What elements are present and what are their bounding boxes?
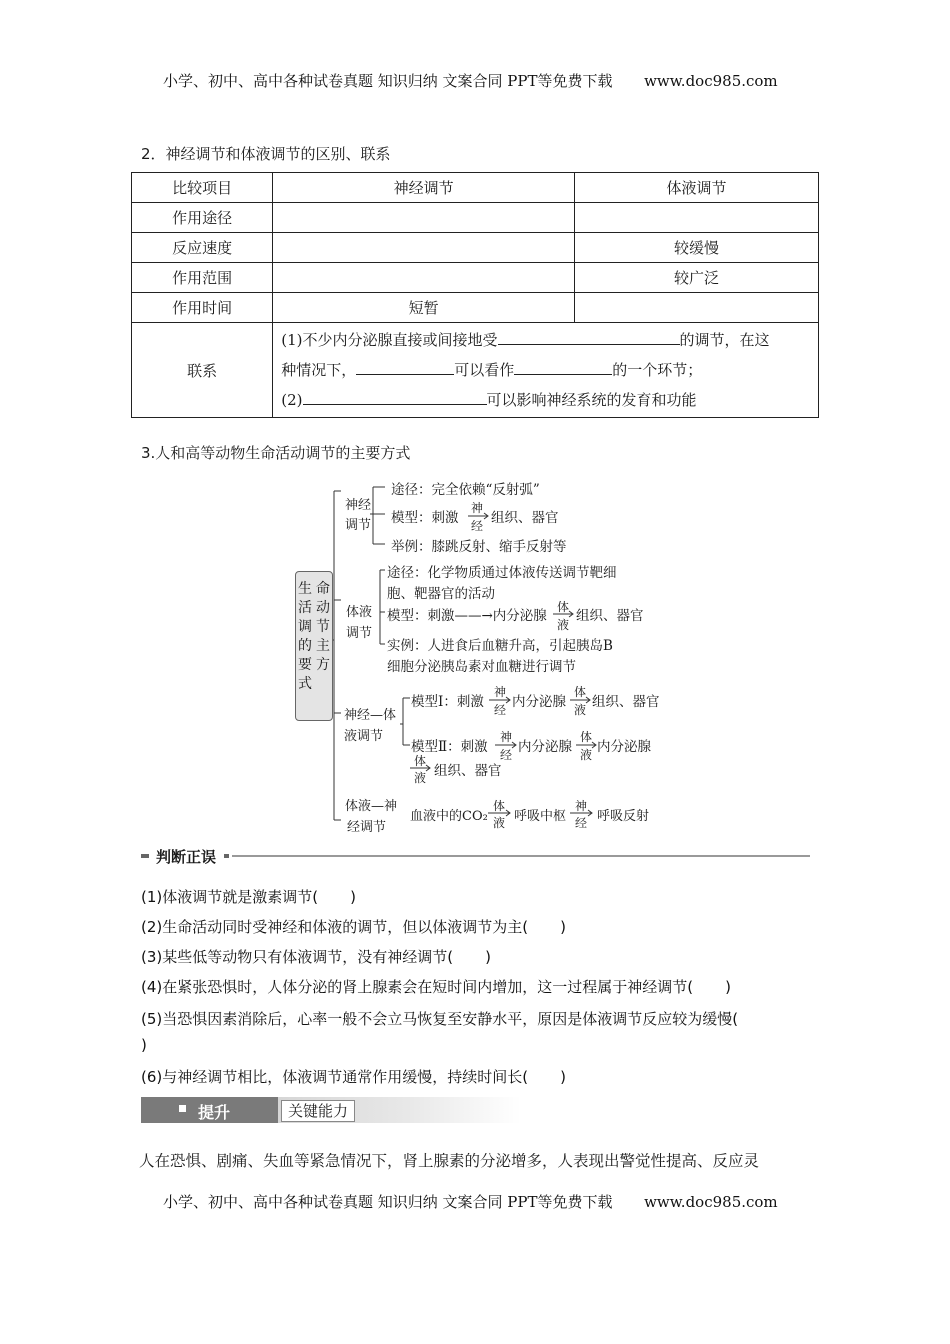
section-3-title: 3.人和高等动物生命活动调节的主要方式 <box>141 444 411 462</box>
table-row <box>132 263 819 293</box>
model-2-start: 模型Ⅱ：刺激 <box>411 739 488 755</box>
humoral-example: 实例：人进食后血糖升高，引起胰岛B <box>387 638 613 654</box>
arrow-label: 经 <box>471 519 484 533</box>
table-cell: 作用时间 <box>132 293 273 323</box>
arrow-label: 经 <box>500 748 513 762</box>
root-char: 主 <box>316 638 330 654</box>
table-header-cell: 比较项目 <box>132 173 273 203</box>
arrow-label: 神 <box>471 501 484 515</box>
table-cell <box>273 263 575 293</box>
link-text: 可以看作 <box>454 361 515 379</box>
arrow-label: 经 <box>575 816 588 830</box>
judge-item-text: (2)生命活动同时受神经和体液的调节，但以体液调节为主( <box>141 918 529 936</box>
humoral-example: 细胞分泌胰岛素对血糖进行调节 <box>387 659 576 675</box>
arrow-label: 液 <box>493 816 506 830</box>
arrow-label: 体 <box>493 799 506 813</box>
judge-marker <box>141 854 149 858</box>
humoral-neural-label: 体液—神 <box>345 799 398 814</box>
neural-label: 调节 <box>345 518 372 533</box>
root-char: 调 <box>298 619 312 635</box>
arrow-label: 液 <box>580 748 593 762</box>
judge-item <box>141 1066 566 1087</box>
table-cell: 反应速度 <box>132 233 273 263</box>
table-cell: 较缓慢 <box>575 233 819 263</box>
neural-route: 途径：完全依赖“反射弧” <box>391 482 540 498</box>
table-cell: 作用途径 <box>132 203 273 233</box>
neural-label: 神经 <box>345 498 372 513</box>
close-paren: ) <box>560 1068 566 1086</box>
fill-blank[interactable] <box>356 360 454 375</box>
arrow-label: 经 <box>494 703 507 717</box>
arrow-label: 体 <box>574 685 587 699</box>
judge-item-text: (5)当恐惧因素消除后，心率一般不会立马恢复至安静水平，原因是体液调节反应较为缓慢( <box>141 1010 739 1028</box>
close-paren: ) <box>141 1036 147 1054</box>
arrow-label: 液 <box>414 771 427 785</box>
model-1-start: 模型Ⅰ：刺激 <box>411 694 484 710</box>
root-char: 生 <box>298 581 312 597</box>
section-2-title: 2．神经调节和体液调节的区别、联系 <box>141 145 391 163</box>
root-char: 要 <box>298 657 312 673</box>
table-cell <box>273 233 575 263</box>
root-char: 式 <box>298 676 312 692</box>
root-char: 动 <box>316 600 330 616</box>
hn-end: 呼吸反射 <box>597 809 650 824</box>
judge-item <box>141 886 356 907</box>
comparison-table <box>131 172 819 418</box>
header-text: 小学、初中、高中各种试卷真题 知识归纳 文案合同 PPT等免费下载 <box>163 72 613 90</box>
judge-item <box>141 1008 738 1029</box>
arrow-label: 神 <box>575 799 588 813</box>
root-char: 命 <box>316 581 330 597</box>
model-2-mid: 内分泌腺 <box>518 739 572 755</box>
judge-item-text: (6)与神经调节相比，体液调节通常作用缓慢，持续时间长( <box>141 1068 529 1086</box>
tisheng-sub: 关键能力 <box>281 1100 355 1122</box>
fill-blank[interactable] <box>514 360 612 375</box>
table-cell: 联系 <box>132 323 273 418</box>
judge-item-text: (1)体液调节就是激素调节( <box>141 888 319 906</box>
link-text: 的一个环节； <box>612 361 703 379</box>
arrow-label: 体 <box>557 600 570 614</box>
arrow-label: 神 <box>500 730 513 744</box>
judge-item <box>141 916 566 937</box>
fill-blank[interactable] <box>498 330 680 345</box>
judge-rule <box>232 855 810 857</box>
judge-item <box>141 976 731 997</box>
model-2-end: 组织、器官 <box>434 763 502 779</box>
close-paren: ) <box>485 948 491 966</box>
header-site: www.doc985.com <box>644 72 778 90</box>
humoral-label: 体液 <box>346 605 373 620</box>
link-text: 的调节，在这 <box>679 331 770 349</box>
table-header-row <box>132 173 819 203</box>
root-box <box>295 571 333 721</box>
close-paren: ) <box>560 918 566 936</box>
page-footer <box>163 1191 778 1212</box>
judge-title: 判断正误 <box>156 848 217 866</box>
judge-item-text: (4)在紧张恐惧时，人体分泌的肾上腺素会在短时间内增加，这一过程属于神经调节( <box>141 978 694 996</box>
link-text: 种情况下， <box>281 361 357 379</box>
table-row-link <box>132 323 819 418</box>
humoral-route: 途径：化学物质通过体液传送调节靶细 <box>387 565 617 581</box>
humoral-route: 胞、靶器官的活动 <box>387 586 495 602</box>
root-char: 活 <box>298 600 312 616</box>
hn-start: 血液中的CO₂ <box>410 809 488 824</box>
hn-mid: 呼吸中枢 <box>514 809 567 824</box>
table-cell: 作用范围 <box>132 263 273 293</box>
model-1-end: 组织、器官 <box>592 694 660 710</box>
table-row <box>132 203 819 233</box>
arrow-label: 体 <box>580 730 593 744</box>
table-cell <box>575 293 819 323</box>
humoral-label: 调节 <box>346 626 373 641</box>
page-header <box>163 70 778 91</box>
link-text: (1)不少内分泌腺直接或间接地受 <box>281 331 498 349</box>
table-row <box>132 233 819 263</box>
footer-text: 小学、初中、高中各种试卷真题 知识归纳 文案合同 PPT等免费下载 <box>163 1193 613 1211</box>
arrow-label: 液 <box>574 703 587 717</box>
link-text: 可以影响神经系统的发育和功能 <box>486 391 697 409</box>
table-cell <box>575 203 819 233</box>
model-1-mid: 内分泌腺 <box>512 694 566 710</box>
tisheng-label: 提升 <box>198 1103 231 1122</box>
tisheng-bar <box>141 1097 521 1123</box>
humoral-model-start: 模型：刺激——→内分泌腺 <box>387 608 547 624</box>
model-2-mid: 内分泌腺 <box>597 739 651 755</box>
judge-item-text: (3)某些低等动物只有体液调节，没有神经调节( <box>141 948 454 966</box>
table-cell: 较广泛 <box>575 263 819 293</box>
link-cell <box>273 323 819 418</box>
neural-model-end: 组织、器官 <box>491 510 559 526</box>
square-icon <box>179 1105 186 1112</box>
table-cell: 短暂 <box>273 293 575 323</box>
neuro-humoral-label: 液调节 <box>344 729 384 744</box>
humoral-model-end: 组织、器官 <box>576 608 644 624</box>
table-header-cell: 体液调节 <box>575 173 819 203</box>
table-row <box>132 293 819 323</box>
table-cell <box>273 203 575 233</box>
judge-marker <box>224 854 229 858</box>
neuro-humoral-label: 神经—体 <box>344 708 397 723</box>
root-char: 方 <box>316 657 330 673</box>
body-text: 人在恐惧、剧痛、失血等紧急情况下，肾上腺素的分泌增多，人表现出警觉性提高、反应灵 <box>139 1152 760 1170</box>
arrow-label: 体 <box>414 754 427 768</box>
table-header-cell: 神经调节 <box>273 173 575 203</box>
root-char: 的 <box>298 638 312 654</box>
arrow-label: 液 <box>557 618 570 632</box>
humoral-neural-label: 经调节 <box>347 820 387 835</box>
fill-blank[interactable] <box>303 390 487 405</box>
neural-example: 举例：膝跳反射、缩手反射等 <box>391 539 567 555</box>
root-char: 节 <box>316 619 330 635</box>
footer-site: www.doc985.com <box>644 1193 778 1211</box>
close-paren: ) <box>350 888 356 906</box>
close-paren: ) <box>725 978 731 996</box>
link-text: (2) <box>281 391 303 409</box>
arrow-label: 神 <box>494 685 507 699</box>
neural-model-start: 模型：刺激 <box>391 510 459 526</box>
judge-item <box>141 946 491 967</box>
